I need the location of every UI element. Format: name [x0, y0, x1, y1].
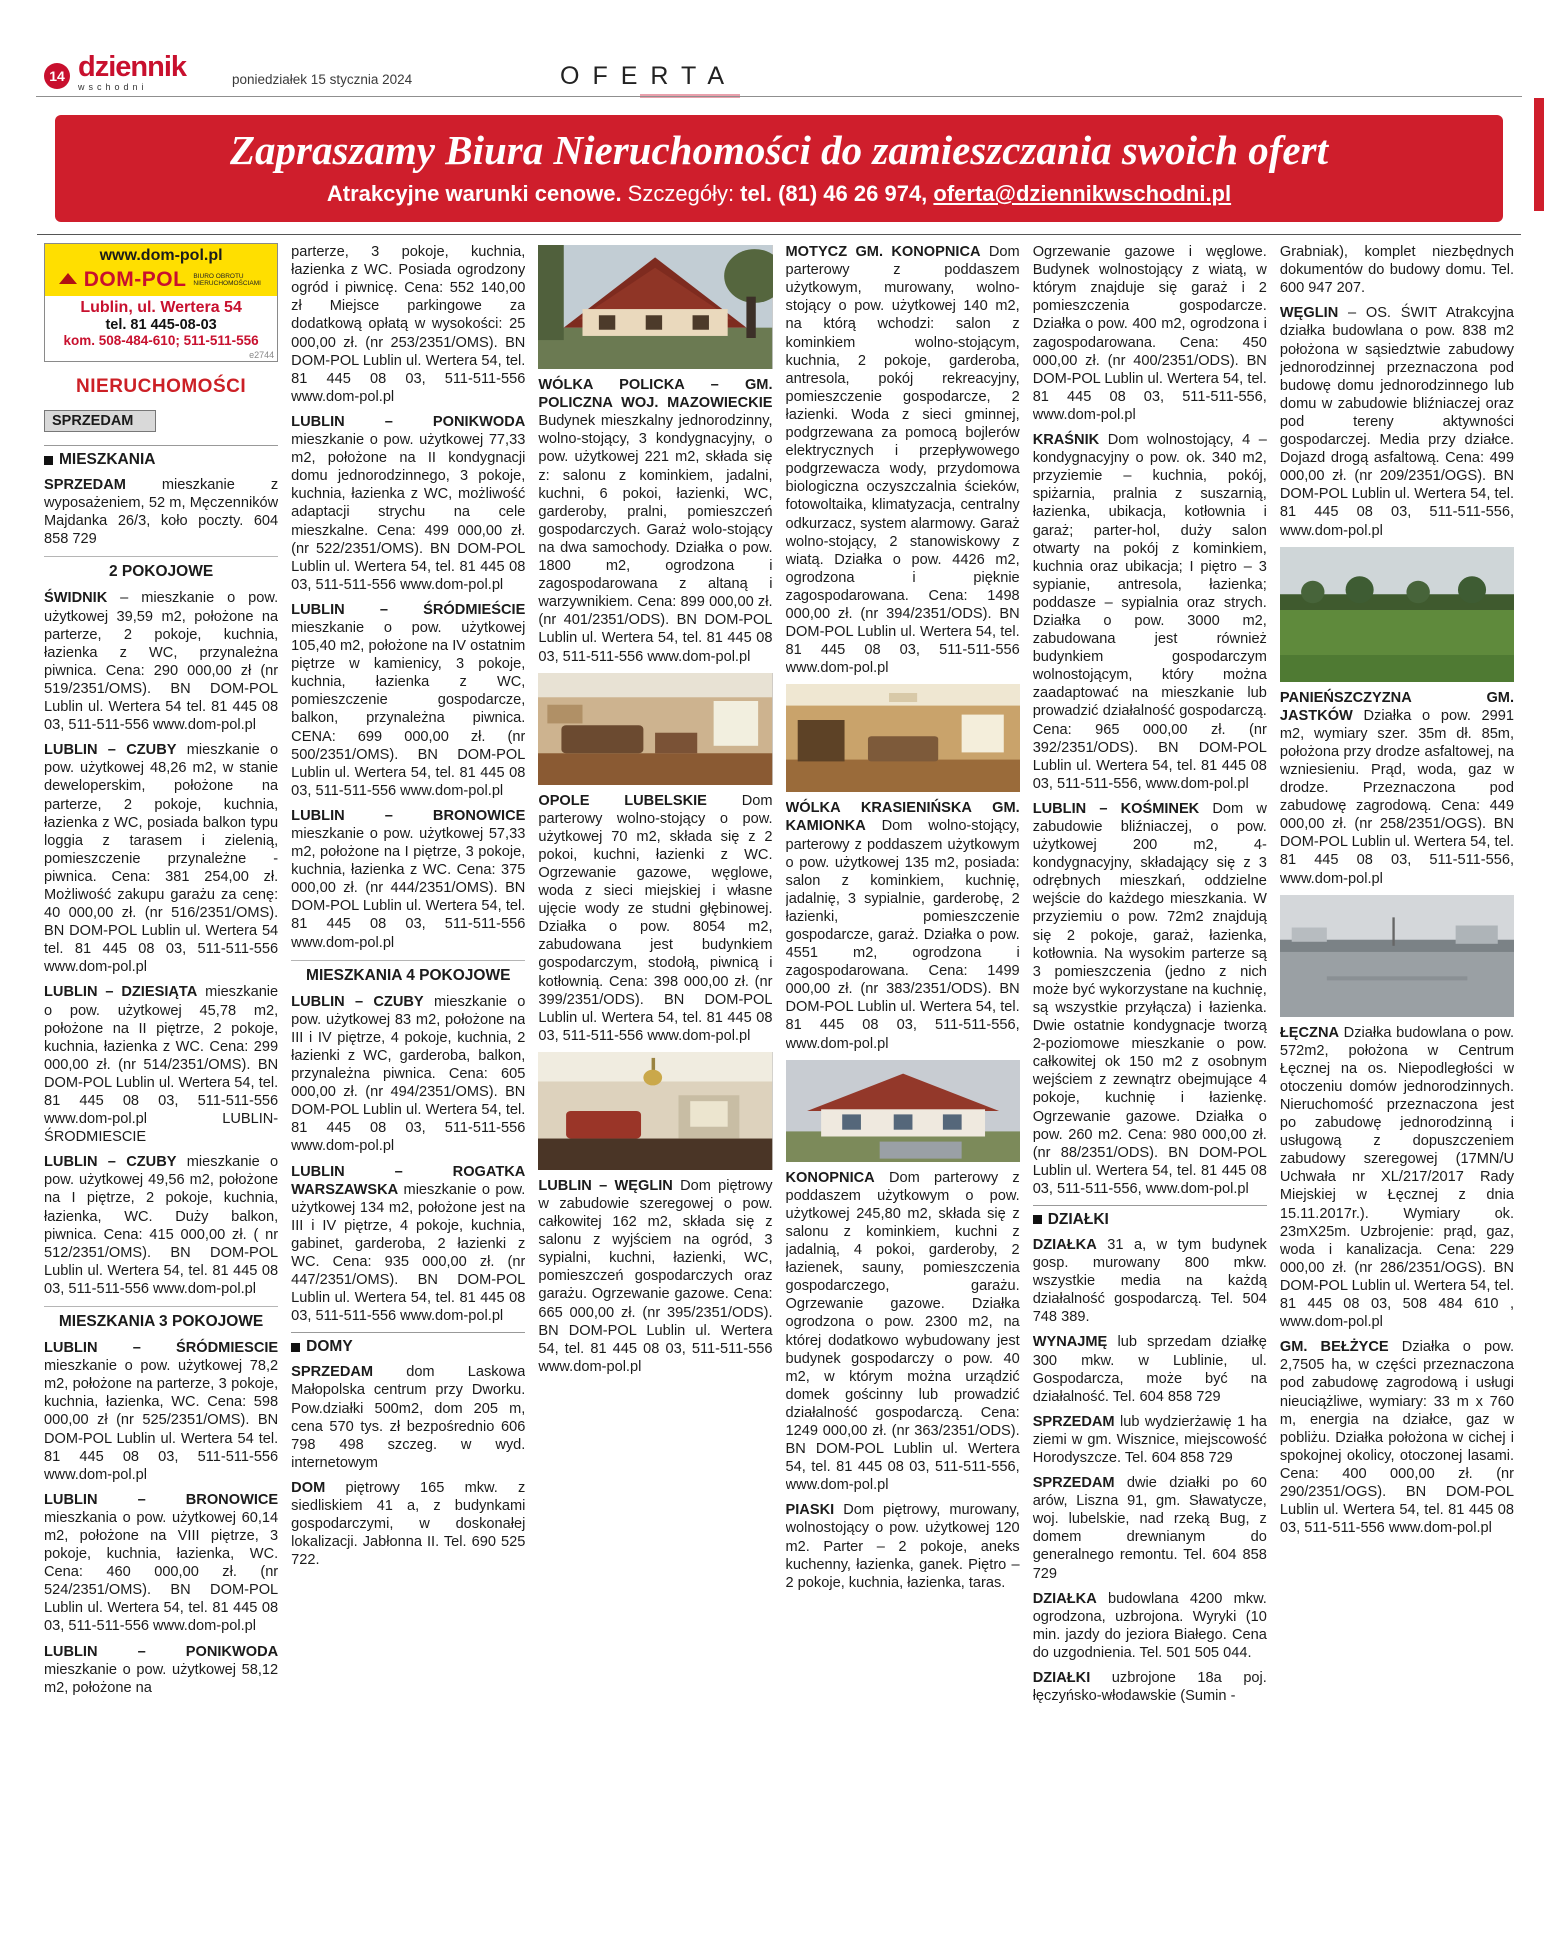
listing-lead: DZIAŁKA [1032, 1590, 1097, 1607]
listing-ad [291, 993, 525, 1156]
listing-ad [44, 1153, 278, 1298]
listing-text: Działka o pow. 2,7505 ha, w części przeznaczona pod zabudowę zagrodową i usługi nieuciążliwe, wymiary: 33 m x 760 m, energia na działce, gaz w pobliżu. Działka położona w cichej i spokojnej okolicy, otoczonej lasami. Cena: 400 000,00 zł. (nr 290/2351/OGS). BN DOM-POL Lublin ul. Wertera 54, tel. 81 445 08 03, 511-511-556 www.dom-pol.pl [1279, 1339, 1515, 1537]
listing-ad [786, 1169, 1020, 1495]
listing-lead: DZIAŁKA [1032, 1236, 1097, 1253]
listing-lead: LUBLIN – ŚRÓDMIESCIE [44, 1340, 279, 1357]
listing-ad [786, 799, 1020, 1052]
listing-lead: WÓLKA POLICKA – GM. POLICZNA WOJ. MAZOWIECKIE [538, 377, 773, 412]
listing-lead: LUBLIN – CZUBY [291, 993, 424, 1010]
listing-text: mieszkanie o pow. użytkowej 57,33 m2, położone na I piętrze, 3 pokoje, kuchnia, łazienka z WC. Cena: 375 000,00 zł. (nr 444/2351/OMS). BN DOM-POL Lublin ul. Wertera 54, tel. 81 445 08 03, 511-511-556 www.dom-pol.pl [291, 826, 526, 951]
listing-text: mieszkanie o pow. użytkowej 77,33 m2, położone na II kondygnacji domu jednorodzinnego, 3 pokoje, kuchnia, łazienka z WC, możliwość adaptacji strychu na cele mieszkalne. Cena: 499 000,00 zł. (nr 522/2351/OMS). BN DOM-POL Lublin ul. Wertera 54, tel. 81 445 08 03, 511-511-556 www.dom-pol.pl [291, 432, 526, 593]
listing-ad [291, 1163, 525, 1326]
listing-ad [291, 1479, 525, 1569]
field-photo-panienszczyzna [1280, 547, 1514, 682]
listing-lead: LUBLIN – ŚRÓDMIEŚCIE [291, 601, 526, 618]
column-3 [538, 243, 772, 1941]
section-header-label: MIESZKANIA [59, 451, 156, 469]
listing-text: dom Laskowa Małopolska centrum przy Dworku. Pow.działki 500m2, dom 205 m, cena 570 tys. zł bezpośrednio 606 798 498 szczeg. w wyd. internetowym [291, 1364, 526, 1471]
listing-ad [1033, 1590, 1267, 1662]
category-title: NIERUCHOMOŚCI [76, 376, 247, 398]
agency-mobile: kom. 508-484-610; 511-511-556 [63, 333, 259, 349]
banner-email: oferta@dziennikwschodni.pl [933, 181, 1232, 207]
listing-ad [44, 476, 278, 548]
page-header [0, 0, 1558, 97]
listing-text: mieszkanie o pow. użytkowej 49,56 m2, położone na I piętrze, 2 pokoje, kuchnia, łazienka, WC. Duży balkon, piwnica. Cena: 415 000,00 zł. ( nr 512/2351/OMS). BN DOM-POL Lublin ul. Wertera 54, tel. 81 445 08 03, 511-511-556 www.dom-pol.pl [44, 1154, 279, 1297]
column-1 [44, 243, 278, 1941]
listing-text: mieszkanie o pow. użytkowej 78,2 m2, położone na parterze, 3 pokoje, kuchnia, łazienka, WC. Cena: 598 000,00 zł (nr 525/2351/OMS). BN DOM-POL Lublin ul. Wertera 54 tel. 81 445 08 03, 511-511-556 www.dom-pol.pl [44, 1358, 279, 1483]
listing-lead: LUBLIN – BRONOWICE [44, 1491, 279, 1508]
listing-lead: ŚWIDNIK [44, 590, 108, 607]
issue-date: poniedziałek 15 stycznia 2024 [232, 72, 413, 87]
listing-ad [1280, 1338, 1514, 1537]
listing-text: Dom wolnostojący, 4 – kondygnacyjny o pow. ok. 340 m2, przyziemie – kuchnia, pokój, spiżarnia, pralnia z suszarnią, łazienka, ubikacja, kotłownia i garaż; parter-hol, duży salon otwarty na pokój z kominkiem, kuchnia oraz ubikacja; I piętro – 3 sypianie, antresola, łazienka; poddasze – sypialnia oraz strych. Działka o pow. 3000 m2, zabudowana jest również budynkiem gospodarczym wolnostojącym, który można zaadaptować na mieszkanie lub prowadzić działalność gospodarczą. Cena: 965 000,00 zł. (nr 392/2351/ODS). BN DOM-POL Lublin ul. Wertera 54, tel. 81 445 08 03, 511-511-556, www.dom-pol.pl [1032, 432, 1267, 792]
listing-ad [1280, 304, 1514, 539]
listing-ad [291, 807, 525, 952]
listing-text: piętrowy 165 mkw. z siedliskiem 41 a, z budynkami gospodarczymi, w doskonałej lokalizacji. Jabłonna II. Tel. 690 525 722. [291, 1479, 526, 1569]
listing-lead: DOM [291, 1479, 326, 1496]
interior-photo-wolka-krasieninska [786, 684, 1020, 792]
section-title-oferta: OFERTA [560, 62, 738, 90]
listing-ad [1033, 431, 1267, 793]
listing-text: parterze, 3 pokoje, kuchnia, łazienka z WC. Posiada ogrodzony ogród i piwnicę. Cena: 552 140,00 zł Miejsce parkingowe za dodatkową opłatą w wysokości: 25 000,00 zł. (nr 253/2351/OMS). BN DOM-POL Lublin ul. Wertera 54, tel. 81 445 08 03, 511-511-556 www.dom-pol.pl [291, 244, 526, 405]
banner-phone: tel. (81) 46 26 974, [740, 181, 934, 207]
banner-title: Zapraszamy Biura Nieruchomości do zamieszczania swoich ofert [230, 127, 1328, 173]
section-header-label: DZIAŁKI [1047, 1210, 1109, 1228]
listing-text: Działka budowlana o pow. 572m2, położona w Centrum Łęcznej na os. Niepodległości w otoczeniu domów jednorodzinnych. Nieruchomość przeznaczona jest po zabudowę jednorodzinną i usługową z dopuszczeniem zabudowy szeregowej (17MN/U Uchwała nr XL/217/2017 Rady Miejskiej w Łęcznej z dnia 15.11.2017r.). Wymiary ok. 23mX25m. Uzbrojenie: prąd, gaz, woda i kanalizacja. Cena: 229 000,00 zł. (nr 286/2351/OGS). BN DOM-POL Lublin ul. Wertera 54, tel. 81 445 08 03, 508 484 610 , www.dom-pol.pl [1279, 1024, 1515, 1331]
section-header [44, 445, 278, 469]
listing-lead: LUBLIN – ROGATKA WARSZAWSKA [291, 1163, 526, 1198]
listing-lead: DZIAŁKI [1032, 1670, 1091, 1687]
listing-lead: ŁĘCZNA [1279, 1024, 1340, 1041]
promo-banner [55, 115, 1503, 222]
listing-text: mieszkanie o pow. użytkowej 134 m2, położone jest na III i IV piętrze, 4 pokoje, kuchnia, gabinet, garderoba, 2 łazienki z WC. Cena: 935 000,00 zł. (nr 447/2351/OMS). BN DOM-POL Lublin ul. Wertera 54, tel. 81 445 08 03, 511-511-556 www.dom-pol.pl [291, 1181, 526, 1325]
interior-photo-lublin-weglin [538, 1052, 772, 1170]
listing-ad [44, 1339, 278, 1484]
listing-lead: GM. BEŁŻYCE [1279, 1339, 1389, 1356]
listing-lead: LUBLIN – PONIKWODA [44, 1643, 279, 1660]
listing-text: mieszkanie o pow. użytkowej 45,78 m2, położone na II piętrze, 2 pokoje, kuchnia, łazienka z WC. Cena: 299 000,00 zł. (nr 514/2351/OMS). BN DOM-POL Lublin ul. Wertera 54, tel. 81 445 08 03, 511-511-556 www.dom-pol.pl LUBLIN- ŚRODMIESCIE [44, 984, 279, 1146]
listing-text: dwie działki po 60 arów, Liszna 91, gm. Sławatycze, woj. lubelskie, nad rzeką Bug, z domem drewnianym do generalnego remontu. Tel. 604 858 729 [1032, 1475, 1267, 1582]
listing-ad [44, 741, 278, 976]
column-5 [1033, 243, 1267, 1941]
listing-lead: LUBLIN – CZUBY [44, 1154, 177, 1171]
listing-text: Dom parterowy z poddaszem użytkowym, murowany, wolno-stojący o pow. użytkowej 140 m2, na którą wchodzi: salon z kominkiem wolno-stojącym, kuchnia, 2 pokoje, garderoba, antresola, pokój rekreacyjny, pomieszczenie gospodarcze, 2 łazienki. Woda z sieci gminnej, podgrzewana za pomocą bojlerów elektrycznych i przepływowego podgrzewacza wody, przydomowa biologiczna oczyszczalnia ścieków, fotowoltaika, klimatyzacja, centralny odkurzacz, system alarmowy. Garaż wolno-stojący, 2 stanowiskowy z wiatą. Działka o pow. 4426 m2, ogrodzona i pięknie zagospodarowana. Cena: 1498 000,00 zł. (nr 394/2351/ODS). BN DOM-POL Lublin ul. Wertera 54, tel. 81 445 08 03, 511-511-556 www.dom-pol.pl [785, 244, 1020, 677]
listing-text: Dom wolno-stojący, parterowy z poddaszem użytkowym o pow. użytkowej 135 m2, posiada: salon z kominkiem, kuchnię, jadalnię, 3 sypialnie, garderobę, 2 łazienki, pomieszczenie gospodarcze, garaż. Działka o pow. 4551 m2, ogrodzona i zagospodarowana. Cena: 1499 000,00 zł. (nr 383/2351/ODS). BN DOM-POL Lublin ul. Wertera 54, tel. 81 445 08 03, 511-511-556, www.dom-pol.pl [785, 818, 1020, 1052]
listing-ad [44, 1643, 278, 1697]
house-exterior-photo-wolka-policka [538, 245, 772, 369]
listing-text: Dom piętrowy, murowany, wolnostojący o pow. użytkowej 120 m2. Parter – 2 pokoje, aneks kuchenny, łazienka, ganek. Piętro – 2 pokoje, kuchnia, łazienka, taras. [785, 1502, 1020, 1591]
listing-ad [1033, 1474, 1267, 1583]
listing-text: Dom piętrowy w zabudowie szeregowej o pow. całkowitej 162 m2, składa się z salonu z wyjściem na ogród, 3 sypialni, kuchni, łazienki, WC, pomieszczeń gospodarczych oraz garażu. Ogrzewanie gazowe. Cena: 665 000,00 zł. (nr 395/2351/ODS). BN DOM-POL Lublin ul. Wertera 54, tel. 81 445 08 03, 511-511-556 www.dom-pol.pl [538, 1177, 773, 1375]
listing-ad [44, 589, 278, 734]
listing-ad [786, 1501, 1020, 1591]
listing-lead: PIASKI [785, 1502, 835, 1519]
listing-ad [538, 1177, 772, 1376]
listing-ad [1033, 1333, 1267, 1405]
listing-ad [291, 601, 525, 800]
house-icon [59, 273, 77, 284]
listing-text: – OS. ŚWIT Atrakcyjna działka budowlana o pow. 838 m2 położona w sąsiedztwie zabudowy jednorodzinnej przeznaczona pod budowę domu jednorodzinnego lub domu w zabudowie bliźniaczej oraz pod tereny aktywności gospodarczej. Media przy działce. Dojazd drogą asfaltową. Cena: 499 000,00 zł. (nr 209/2351/OGS). BN DOM-POL Lublin ul. Wertera 54, tel. 81 445 08 03, 511-511-556, www.dom-pol.pl [1279, 305, 1515, 539]
listing-lead: LUBLIN – CZUBY [44, 742, 177, 759]
listing-lead: OPOLE LUBELSKIE [538, 792, 707, 809]
column-6 [1280, 243, 1514, 1941]
banner-subtitle-bold: Atrakcyjne warunki cenowe. [326, 181, 622, 207]
listing-text: Budynek mieszkalny jednorodzinny, wolno-stojący, 3 kondygnacyjny, o pow. użytkowej 221 m2, składa się z: salonu z kominkiem, jadalni, kuchni, 6 pokoi, łazienki, WC, garderoby, pralni, pomieszczeń gospodarczych. Garaż wolo-stojący na dwa samochody. Działka o pow. 1800 m2, ogrodzona i zagospodarowana z altaną i warzywnikiem. Cena: 899 000,00 zł. (nr 401/2351/ODS). BN DOM-POL Lublin ul. Wertera 54, tel. 81 445 08 03, 511-511-556 www.dom-pol.pl [538, 413, 773, 665]
listing-lead: SPRZEDAM [1032, 1413, 1115, 1430]
section-header [1033, 1205, 1267, 1229]
listing-text: Grabniak), komplet niezbędnych dokumentów do budowy domu. Tel. 600 947 207. [1279, 244, 1515, 297]
listing-text: mieszkanie o pow. użytkowej 105,40 m2, położone na IV ostatnim piętrze w kamienicy, 3 pokoje, kuchnia, łazienka z WC, pomieszczenie gospodarcze, balkon, przynależna piwnica. CENA: 699 000,00 zł. (nr 500/2351/OMS). BN DOM-POL Lublin ul. Wertera 54, tel. 81 445 08 03, 511-511-556 www.dom-pol.pl [291, 619, 526, 799]
column-2 [291, 243, 525, 1941]
listing-lead: SPRZEDAM [1032, 1475, 1115, 1492]
banner-subtitle [65, 181, 1493, 207]
listing-text: mieszkanie o pow. użytkowej 58,12 m2, położone na [44, 1661, 279, 1696]
column-4 [786, 243, 1020, 1941]
listing-text: Działka o pow. 2991 m2, wymiary szer. 35m dł. 85m, położona przy drodze asfaltowej, na wzniesieniu. Prąd, woda, gaz w drodze. Przeznaczona pod zabudowę zagrodową. Cena: 449 000,00 zł. (nr 258/2351/OGS). BN DOM-POL Lublin ul. Wertera 54, tel. 81 445 08 03, 511-511-556, www.dom-pol.pl [1279, 707, 1515, 887]
listing-text: lub wydzierżawię 1 ha ziemi w gm. Wisznice, miejscowość Horodyszcze. Tel. 604 858 729 [1032, 1413, 1267, 1466]
listing-ad [44, 983, 278, 1146]
section-header [291, 1332, 525, 1356]
classifieds-columns [0, 243, 1558, 1941]
listing-lead: WYNAJMĘ [1032, 1334, 1108, 1351]
listing-continuation [1280, 243, 1514, 297]
house-exterior-photo-konopnica [786, 1060, 1020, 1162]
listing-text: Dom w zabudowie bliźniaczej, o pow. użytkowej 200 m2, 4-kondygnacyjny, składający się z 3 odrębnych mieszkań, oddzielne wejście do każdego mieszkania. W przyziemiu o pow. 72m2 znajdują się 2 pokoje, garaż, łazienka, kotłownia. Na wysokim parterze są 3 pomieszczenia (jedno z nich może być wykorzystane na kuchnię, są wszystkie przyłącza) i łazienka. Dwie ostatnie kondygnacje tworzą 2-poziomowe mieszkanie o pow. całkowitej ok 150 m2 z osobnym wejściem z zewnątrz obejmujące 4 pokoje, kuchnię i łazienkę. Ogrzewanie gazowe. Działka o pow. 260 m2. Cena: 980 000,00 zł. (nr 88/2351/ODS). BN DOM-POL Lublin ul. Wertera 54, tel. 81 445 08 03, 511-511-556, www.dom-pol.pl [1032, 800, 1267, 1197]
listing-lead: MOTYCZ GM. KONOPNICA [785, 244, 981, 261]
listing-text: Dom parterowy wolno-stojący o pow. użytkowej 70 m2, składa się z 2 pokoi, kuchni, łazienki z WC. Ogrzewanie gazowe, węglowe, woda z sieci miejskiej i własne ujęcie wody ze studni głębinowej. Działka o pow. 8054 m2, zabudowana jest budynkiem gospodarczym, stodołą, piwnicą i kotłownią. Cena: 398 000,00 zł. (nr 399/2351/ODS). BN DOM-POL Lublin ul. Wertera 54, tel. 81 445 08 03, 511-511-556 www.dom-pol.pl [538, 792, 773, 1044]
page-number-badge: 14 [44, 63, 70, 89]
listing-lead: KRAŚNIK [1032, 432, 1100, 449]
listing-ad [1280, 689, 1514, 888]
subsection-header: MIESZKANIA 4 POKOJOWE [291, 960, 525, 985]
listing-lead: WĘGLIN [1279, 305, 1339, 322]
listing-text: mieszkanie z wyposażeniem, 52 m, Męczenników Majdanka 26/3, koło poczty. 604 858 729 [44, 477, 279, 548]
listing-ad [786, 243, 1020, 677]
listing-text: uzbrojone 18a poj. łęczyńsko-włodawskie (Sumin - [1032, 1670, 1267, 1705]
listing-ad [1033, 800, 1267, 1198]
listing-lead: LUBLIN – WĘGLIN [538, 1177, 673, 1194]
listing-ad [1280, 1024, 1514, 1332]
listing-lead: LUBLIN – BRONOWICE [291, 807, 526, 824]
listing-text: Ogrzewanie gazowe i węglowe. Budynek wolnostojący z wiatą, w którym znajduje się garaż i 2 pomieszczenia gospodarcze. Działka o pow. 400 m2, ogrodzona i zagospodarowana. Cena: 450 000,00 zł. (nr 400/2351/ODS). BN DOM-POL Lublin ul. Wertera 54, tel. 81 445 08 03, 511-511-556, www.dom-pol.pl [1032, 244, 1267, 423]
agency-ad-box [44, 243, 278, 362]
section-bullet-icon [44, 456, 53, 465]
listing-ad [1033, 1669, 1267, 1705]
section-bullet-icon [1033, 1215, 1042, 1224]
listing-lead: LUBLIN – KOŚMINEK [1032, 800, 1200, 817]
listing-text: mieszkania o pow. użytkowej 60,14 m2, położone na VIII piętrze, 3 pokoje, kuchnia, łazienka, WC. Cena: 460 000,00 zł. (nr 524/2351/OMS). BN DOM-POL Lublin ul. Wertera 54, tel. 81 445 08 03, 511-511-556 www.dom-pol.pl [44, 1509, 279, 1635]
listing-continuation [291, 243, 525, 406]
listing-lead: SPRZEDAM [291, 1364, 374, 1381]
interior-photo-opole-lubelskie [538, 673, 772, 785]
red-edge-bar [1534, 98, 1544, 211]
header-rule [36, 96, 1522, 97]
agency-ad-code: e2744 [249, 350, 275, 361]
listing-lead: WÓLKA KRASIENIŃSKA GM. KAMIONKA [785, 800, 1020, 835]
listing-ad [538, 792, 772, 1045]
agency-name: DOM-POL [83, 268, 187, 292]
listing-text: budowlana 4200 mkw. ogrodzona, uzbrojona. Wyryki (10 min. jazdy do jeziora Białego. Cena do uzgodnienia. Tel. 501 505 044. [1032, 1590, 1267, 1661]
listing-text: – mieszkanie o pow. użytkowej 39,59 m2, położone na parterze, 2 pokoje, kuchnia, łazienka z WC, przynależna piwnica. Cena: 290 000,00 zł (nr 519/2351/OMS). BN DOM-POL Lublin ul. Wertera 54 tel. 81 445 08 03, 511-511-556 www.dom-pol.pl [44, 590, 279, 734]
listing-text: lub sprzedam działkę 300 mkw. w Lublinie, ul. Gospodarcza, może być na działalność. Tel. 604 858 729 [1032, 1334, 1267, 1405]
plot-photo-leczna [1280, 895, 1514, 1017]
logo-subtext: wschodni [78, 82, 148, 92]
agency-phone: tel. 81 445-08-03 [105, 317, 217, 334]
banner-subtitle-mid: Szczegóły: [621, 181, 741, 207]
listing-ad [44, 1491, 278, 1636]
listing-text: 31 a, w tym budynek gosp. murowany 800 mkw. wszystkie media na każdą działalność gospodarczą. Tel. 504 748 389. [1032, 1236, 1267, 1326]
subsection-header: MIESZKANIA 3 POKOJOWE [44, 1306, 278, 1331]
listing-ad [291, 413, 525, 594]
agency-tagline: BIURO OBROTU NIERUCHOMOŚCIAMI [193, 272, 261, 288]
listing-lead: LUBLIN – PONIKWODA [291, 413, 526, 430]
listing-ad [538, 376, 772, 666]
section-bullet-icon [291, 1343, 300, 1352]
listing-text: mieszkanie o pow. użytkowej 48,26 m2, w stanie deweloperskim, położone na parterze, 2 pokoje, kuchnia, łazienka z WC, posiada balkon typu loggia z tarasem i zielenią, pomieszczenie przynależne - piwnica. Cena: 381 254,00 zł. Możliwość zakupu garażu za cenę: 40 000,00 zł. (nr 516/2351/OMS). BN DOM-POL Lublin ul. Wertera 54 tel. 81 445 08 03, 511-511-556 www.dom-pol.pl [44, 742, 279, 976]
listing-text: Dom parterowy z poddaszem użytkowym o pow. użytkowej 245,80 m2, składa się z salonu z kominkiem, kuchni z jadalnią, 4 pokoi, garderoby, 2 łazienek, sauny, pomieszczenia gospodarczego, garażu. Ogrzewanie gazowe. Działka ogrodzona o pow. 2300 m2, na której dodatkowo wybudowany jest budynek gospodarczy o pow. 40 m2, w którym można urządzić domek gościnny lub prowadzić działalność gospodarczą. Cena: 1249 000,00 zł. (nr 363/2351/ODS). BN DOM-POL Lublin ul. Wertera 54, tel. 81 445 08 03, 511-511-556, www.dom-pol.pl [785, 1169, 1020, 1494]
agency-website: www.dom-pol.pl [45, 244, 277, 266]
listing-ad [291, 1363, 525, 1472]
agency-address: Lublin, ul. Wertera 54 [80, 299, 242, 317]
subsection-header: 2 POKOJOWE [44, 556, 278, 581]
listing-text: mieszkanie o pow. użytkowej 83 m2, położone na III i IV piętrze, 4 pokoje, kuchnia, 2 łazienki z WC, garderoba, balkon, przynależna piwnica. Cena: 605 000,00 zł. (nr 494/2351/OMS). BN DOM-POL Lublin ul. Wertera 54, tel. 81 445 08 03, 511-511-556 www.dom-pol.pl [291, 993, 526, 1155]
logo-text: dziennik [78, 51, 187, 83]
listing-lead: KONOPNICA [785, 1169, 875, 1186]
listing-lead: SPRZEDAM [44, 477, 126, 494]
newspaper-logo [78, 53, 186, 92]
section-header-label: DOMY [306, 1338, 353, 1356]
listing-lead: PANIEŃSZCZYZNA GM. JASTKÓW [1279, 689, 1515, 724]
listing-ad [1033, 1413, 1267, 1467]
listing-lead: LUBLIN – DZIESIĄTA [44, 984, 198, 1001]
content-top-rule [37, 234, 1521, 235]
agency-logo-row [45, 266, 277, 296]
listing-continuation [1033, 243, 1267, 424]
sprzedam-section-bar: SPRZEDAM [44, 410, 156, 432]
listing-ad [1033, 1236, 1267, 1326]
